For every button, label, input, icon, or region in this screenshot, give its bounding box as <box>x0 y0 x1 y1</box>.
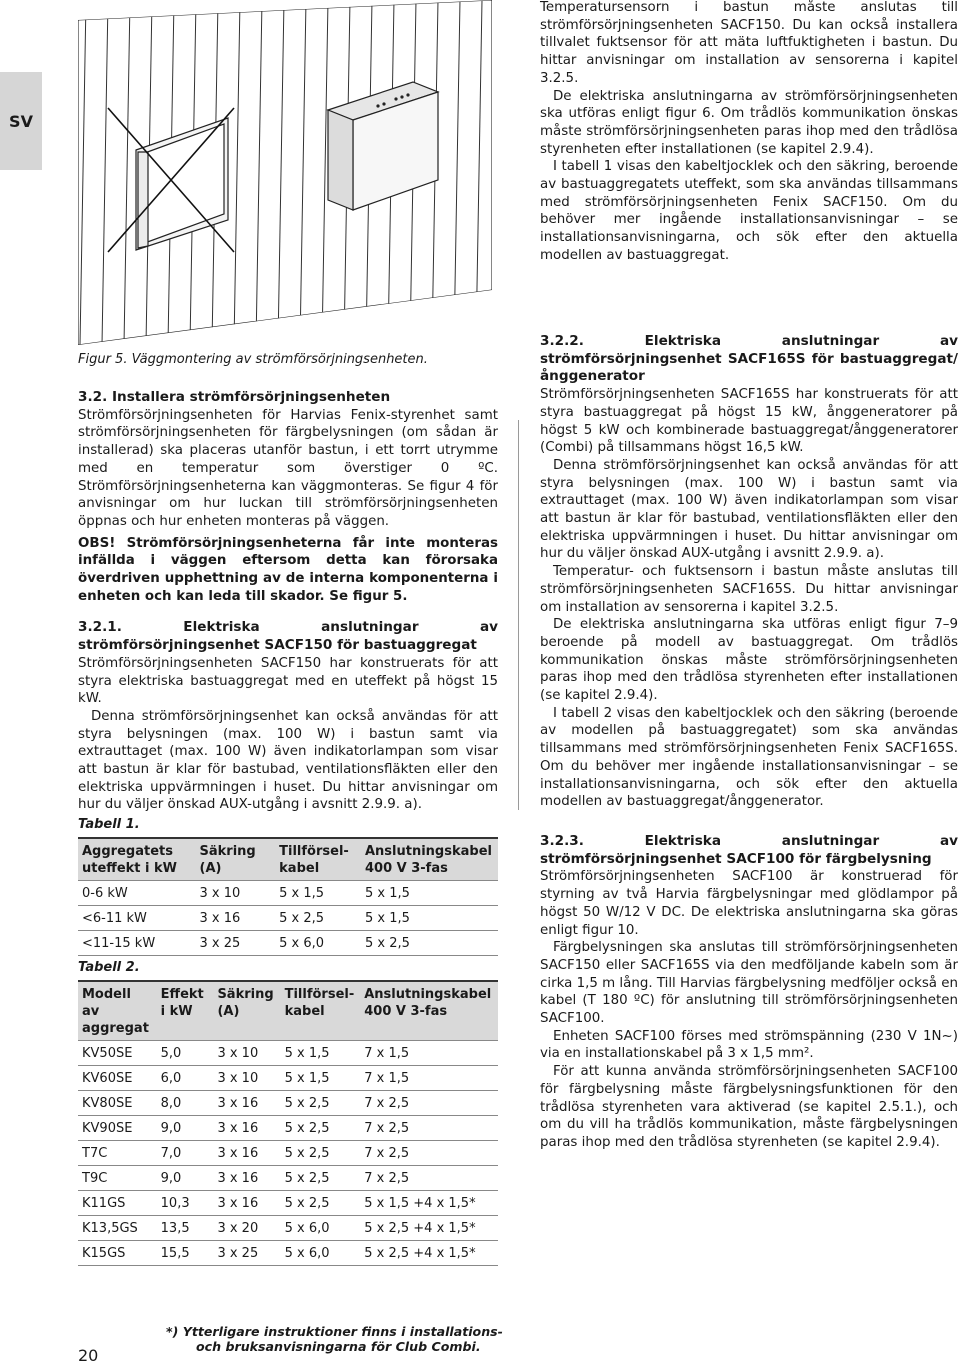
table-cell: T7C <box>78 1140 157 1165</box>
table-header: Aggregatets uteffekt i kW <box>78 838 196 881</box>
table-cell: 7 x 2,5 <box>360 1115 498 1140</box>
table-cell: 3 x 20 <box>213 1215 280 1240</box>
table-cell: T9C <box>78 1165 157 1190</box>
table-row <box>78 1140 498 1165</box>
table-header: Tillförsel-kabel <box>281 981 361 1041</box>
table-cell: 3 x 10 <box>196 880 276 905</box>
table-row <box>78 1190 498 1215</box>
table-cell: 7 x 1,5 <box>360 1065 498 1090</box>
table-header: Anslutningskabel 400 V 3-fas <box>360 981 498 1041</box>
table-cell: 3 x 16 <box>213 1190 280 1215</box>
table-row <box>78 1165 498 1190</box>
table-cell: <6-11 kW <box>78 905 196 930</box>
table-cell: 5 x 2,5 <box>281 1140 361 1165</box>
paragraph: I tabell 1 visas den kabeltjocklek och den säkring, beroende av bastuaggregatets uteffekt, som ska användas tillsammans med strömförsörjningsenheten Fenix SACF150. Om du behöver mer ingående installationsanvisningar – se installationsanvisningarna, och sök efter den aktuella modellen av bastuaggregat. <box>540 159 958 263</box>
table-cell: 7,0 <box>157 1140 214 1165</box>
footnote-line: och bruksanvisningarna för Club Combi. <box>196 1339 481 1354</box>
paragraph: Enheten SACF100 förses med strömspänning (230 V 1N~) via en installationskabel på 3 x 1,5 mm². <box>540 1028 958 1062</box>
table-cell: 5 x 2,5 <box>275 905 361 930</box>
table-row <box>78 1065 498 1090</box>
table-cell: 9,0 <box>157 1115 214 1140</box>
figure-caption: Figur 5. Väggmontering av strömförsörjningsenheten. <box>78 352 428 367</box>
paragraph: De elektriska anslutningarna ska utföras enligt figur 7–9 beroende på modell av bastuaggregat. Om trådlös kommunikation önskas måste strömförsörjningsenheten paras ihop med den trådlösa styrenheten efter installationen (se kapitel 2.9.4). <box>540 617 958 704</box>
table-2 <box>78 980 498 1266</box>
table-cell: KV50SE <box>78 1040 157 1065</box>
paragraph: I tabell 2 visas den kabeltjocklek och den säkring (beroende av modellen på bastuaggregatet) som ska användas tillsammans med strömförsörjningsenheten Fenix SACF165S. Om du behöver mer ingående installationsanvisningar – se installationsanvisningarna, och sök efter den aktuella modellen av bastuaggregat/ånggenerator. <box>540 705 958 810</box>
table-row <box>78 1215 498 1240</box>
table-cell: 5 x 1,5 <box>361 905 498 930</box>
section-heading-3-2-3: 3.2.3. Elektriska anslutningar av strömförsörjningsenhet SACF100 för färgbelysning <box>540 832 958 867</box>
table-cell: 7 x 2,5 <box>360 1140 498 1165</box>
table-cell: 5 x 2,5 <box>361 930 498 955</box>
table-header: Modell av aggregat <box>78 981 157 1041</box>
table-cell: 8,0 <box>157 1090 214 1115</box>
right-column-bottom <box>540 333 958 1152</box>
paragraph: Strömförsörjningsenheten SACF100 är konstruerad för styrning av två Harvia färgbelysningar med glödlampor på högst 50 W/12 V DC. De elektriska anslutningarna ska göras enligt figur 10. <box>540 869 958 938</box>
table-cell: K11GS <box>78 1190 157 1215</box>
table-cell: 5 x 2,5 <box>281 1165 361 1190</box>
table-2-title: Tabell 2. <box>78 959 140 975</box>
table-cell: 3 x 16 <box>213 1115 280 1140</box>
table-cell: 3 x 16 <box>196 905 276 930</box>
footnote-line: *) Ytterligare instruktioner finns i installations- <box>166 1324 503 1339</box>
table-header: Säkring (A) <box>213 981 280 1041</box>
table-cell: 5 x 6,0 <box>281 1240 361 1265</box>
table-row <box>78 1090 498 1115</box>
right-column-top <box>540 0 958 265</box>
table-1 <box>78 837 498 956</box>
table-1-title: Tabell 1. <box>78 817 140 833</box>
paragraph: För att kunna använda strömförsörjningsenheten SACF100 för färgbelysning måste färgbelysningsfunktionen för den trådlösa styrenheten vara aktiverad (se kapitel 2.5.1.), och om du vill ha trådlös kommunikation, måste färgbelysningen paras ihop med den trådlösa styrenheten (se kapitel 2.9.4). <box>540 1064 958 1150</box>
paragraph: Denna strömförsörjningsenhet kan också användas för att styra belysningen (max. 100 W) i bastun samt via extrauttaget (max. 100 W) även indikatorlampan som visar att bastun är klar för bastubad, ventilationsfläkten eller den elektriska uppvärmningen i huset. Du hittar anvisningar om hur du väljer önskad AUX-utgång i avsnitt 2.9.9. a). <box>78 708 498 813</box>
paragraph: Temperatur- och fuktsensorn i bastun måste anslutas till strömförsörjningsenheten SACF165S. Du hittar anvisningar om installation av sensorerna i kapitel 3.2.5. <box>540 564 958 615</box>
table-cell: <11-15 kW <box>78 930 196 955</box>
table-cell: 5 x 2,5 +4 x 1,5* <box>360 1215 498 1240</box>
paragraph: Färgbelysningen ska anslutas till strömförsörjningsenheten SACF150 eller SACF165S via den medföljande kabeln som är cirka 1,5 m lång. Till Harvias färgbelysning medföljer också en kabel (T 180 ºC) för anslutning till strömförsörjningsenheten SACF100. <box>540 940 958 1027</box>
table-cell: 5 x 1,5 <box>281 1040 361 1065</box>
table-cell: 5 x 1,5 <box>361 880 498 905</box>
table-cell: 5 x 2,5 <box>281 1115 361 1140</box>
table-cell: 5 x 1,5 +4 x 1,5* <box>360 1190 498 1215</box>
table-row <box>78 1115 498 1140</box>
table-cell: 3 x 16 <box>213 1140 280 1165</box>
table-row <box>78 930 498 955</box>
table-header: Effekt i kW <box>157 981 214 1041</box>
table-cell: 3 x 16 <box>213 1165 280 1190</box>
table-cell: 5 x 2,5 <box>281 1190 361 1215</box>
table-cell: 6,0 <box>157 1065 214 1090</box>
table-cell: 3 x 16 <box>213 1090 280 1115</box>
table-cell: KV90SE <box>78 1115 157 1140</box>
left-column <box>78 389 498 1266</box>
paragraph: De elektriska anslutningarna av strömförsörjningsenheten ska utföras enligt figur 6. Om trådlös kommunikation önskas måste strömförsörjningsenheten paras ihop med den trådlösa styrenheten efter installationen (se kapitel 2.9.4). <box>540 88 958 157</box>
table-cell: 5 x 2,5 +4 x 1,5* <box>360 1240 498 1265</box>
table-cell: 15,5 <box>157 1240 214 1265</box>
table-cell: 5 x 1,5 <box>281 1065 361 1090</box>
table-row <box>78 1240 498 1265</box>
table-cell: KV60SE <box>78 1065 157 1090</box>
section-heading-3-2: 3.2. Installera strömförsörjningsenheten <box>78 389 391 405</box>
wall-mounting-illustration <box>78 0 492 345</box>
table-cell: 5 x 6,0 <box>275 930 361 955</box>
section-heading-3-2-2: 3.2.2. Elektriska anslutningar av strömförsörjningsenhet SACF165S för bastuaggregat/ånggenerator <box>540 333 958 385</box>
table-cell: 7 x 2,5 <box>360 1090 498 1115</box>
language-tab: SV <box>0 72 42 170</box>
table-cell: 3 x 10 <box>213 1040 280 1065</box>
table-cell: 5 x 1,5 <box>275 880 361 905</box>
table-cell: KV80SE <box>78 1090 157 1115</box>
table-cell: 5,0 <box>157 1040 214 1065</box>
table-row <box>78 1040 498 1065</box>
table-cell: 3 x 10 <box>213 1065 280 1090</box>
table-header: Anslutningskabel 400 V 3-fas <box>361 838 498 881</box>
table-cell: 10,3 <box>157 1190 214 1215</box>
table-header: Säkring (A) <box>196 838 276 881</box>
table-cell: 7 x 1,5 <box>360 1040 498 1065</box>
table-header: Tillförsel-kabel <box>275 838 361 881</box>
paragraph: Denna strömförsörjningsenhet kan också användas för att styra belysningen (max. 100 W) i bastun samt via extrauttaget (max. 100 W) även indikatorlampan som visar att bastun är klar för bastubad, ventilationsfläkten eller den elektriska uppvärmningen i huset. Du hittar anvisningar om hur du väljer önskad AUX-utgång i avsnitt 2.9.9. a). <box>540 457 958 562</box>
table-cell: K15GS <box>78 1240 157 1265</box>
page-number: 20 <box>78 1346 99 1365</box>
table-cell: 5 x 2,5 <box>281 1090 361 1115</box>
paragraph: Temperatursensorn i bastun måste anslutas till strömförsörjningsenheten SACF150. Du kan också installera tillvalet fuktsensor för att mäta luftfuktigheten i bastun. Du hittar anvisningar om installation av sensorerna i kapitel 3.2.5. <box>540 0 958 86</box>
section-heading-3-2-1: 3.2.1. Elektriska anslutningar av strömförsörjningsenhet SACF150 för bastuaggregat <box>78 619 498 654</box>
table-row <box>78 905 498 930</box>
table-cell: 3 x 25 <box>213 1240 280 1265</box>
table-cell: 5 x 6,0 <box>281 1215 361 1240</box>
table-cell: 13,5 <box>157 1215 214 1240</box>
warning-note: OBS! Strömförsörjningsenheterna får inte monteras infällda i väggen eftersom detta kan förorsaka överdriven upphettning av de interna komponenterna i enheten och kan leda till skador. Se figur 5. <box>78 535 498 604</box>
wall-mounting-figure <box>78 0 492 345</box>
table-row <box>78 880 498 905</box>
table-cell: 0-6 kW <box>78 880 196 905</box>
table-cell: 7 x 2,5 <box>360 1165 498 1190</box>
column-divider <box>518 420 519 810</box>
paragraph: Strömförsörjningsenheten SACF165S har konstruerats för att styra bastuaggregat på högst 15 kW, ånggeneratorer på högst 5 kW och kombinerade bastuaggregat/ånggeneratorer (Combi) på tillsammans högst 16,5 kW. <box>540 387 958 456</box>
table-cell: K13,5GS <box>78 1215 157 1240</box>
table-footnote <box>166 1324 503 1354</box>
paragraph: Strömförsörjningsenheten för Harvias Fenix-styrenhet samt strömförsörjningsenheten för färgbelysningen (om sådan är installerad) ska placeras utanför bastun, i ett torrt utrymme med en temperatur som överstiger 0 ºC. Strömförsörjningsenheterna kan väggmonteras. Se figur 4 för anvisningar om hur luckan till strömförsörjningsenheten öppnas och hur enheten monteras på väggen. <box>78 407 498 529</box>
table-cell: 3 x 25 <box>196 930 276 955</box>
table-cell: 9,0 <box>157 1165 214 1190</box>
paragraph: Strömförsörjningsenheten SACF150 har konstruerats för att styra elektriska bastuaggregat med en uteffekt på högst 15 kW. <box>78 655 498 707</box>
